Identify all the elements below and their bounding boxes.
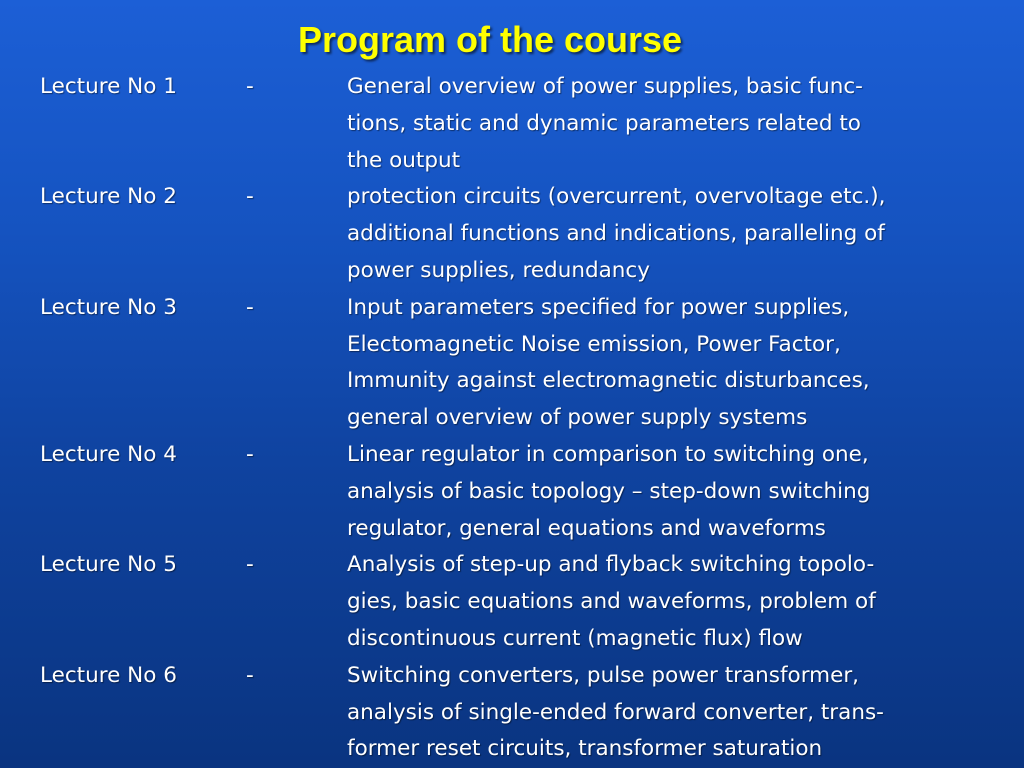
description-line: Input parameters specified for power supplies, [347, 294, 850, 320]
description-line: Analysis of step-up and flyback switching topolo- [347, 552, 875, 578]
lecture-list [40, 69, 1010, 768]
description-line: Linear regulator in comparison to switching one, [347, 441, 869, 467]
description-line: analysis of single-ended forward converter, trans- [347, 699, 884, 725]
lecture-label: Lecture No 6 [40, 662, 177, 688]
lecture-description [347, 437, 1007, 547]
description-line: gies, basic equations and waveforms, problem of [347, 589, 876, 615]
lecture-dash: - [246, 74, 254, 99]
description-line: discontinuous current (magnetic flux) flow [347, 625, 803, 651]
lecture-dash: - [246, 184, 254, 210]
lecture-dash: - [246, 441, 254, 467]
description-line: Electomagnetic Noise emission, Power Factor, [347, 331, 841, 357]
lecture-item-3 [40, 290, 1010, 437]
description-line: power supplies, redundancy [347, 257, 650, 283]
description-line: general overview of power supply systems [347, 405, 808, 431]
description-line: former reset circuits, transformer saturation [347, 736, 823, 762]
description-line: additional functions and indications, paralleling of [347, 221, 885, 247]
lecture-description [347, 179, 1007, 289]
lecture-label: Lecture No 2 [40, 184, 177, 210]
description-line: protection circuits (overcurrent, overvoltage etc.), [347, 184, 886, 210]
description-line: General overview of power supplies, basic func- [347, 74, 863, 99]
lecture-dash: - [246, 294, 254, 320]
lecture-item-5 [40, 547, 1010, 657]
lecture-dash: - [246, 552, 254, 578]
description-line: the output [347, 147, 461, 173]
lecture-item-1 [40, 69, 1010, 179]
lecture-dash: - [246, 662, 254, 688]
lecture-label: Lecture No 5 [40, 552, 177, 578]
lecture-item-6 [40, 658, 1010, 768]
lecture-label: Lecture No 4 [40, 441, 177, 467]
description-line: Switching converters, pulse power transformer, [347, 662, 860, 688]
lecture-description [347, 547, 1007, 657]
description-line: Immunity against electromagnetic disturbances, [347, 368, 870, 394]
lecture-description [347, 290, 1007, 437]
description-line: analysis of basic topology – step-down switching [347, 478, 871, 504]
lecture-item-2 [40, 179, 1010, 289]
slide-title: Program of the course [297, 19, 683, 60]
lecture-description [347, 658, 1007, 768]
description-line: regulator, general equations and waveforms [347, 515, 826, 541]
lecture-label: Lecture No 1 [40, 74, 177, 99]
lecture-description [347, 69, 1007, 179]
description-line: tions, static and dynamic parameters related to [347, 110, 861, 136]
lecture-label: Lecture No 3 [40, 294, 177, 320]
lecture-item-4 [40, 437, 1010, 547]
